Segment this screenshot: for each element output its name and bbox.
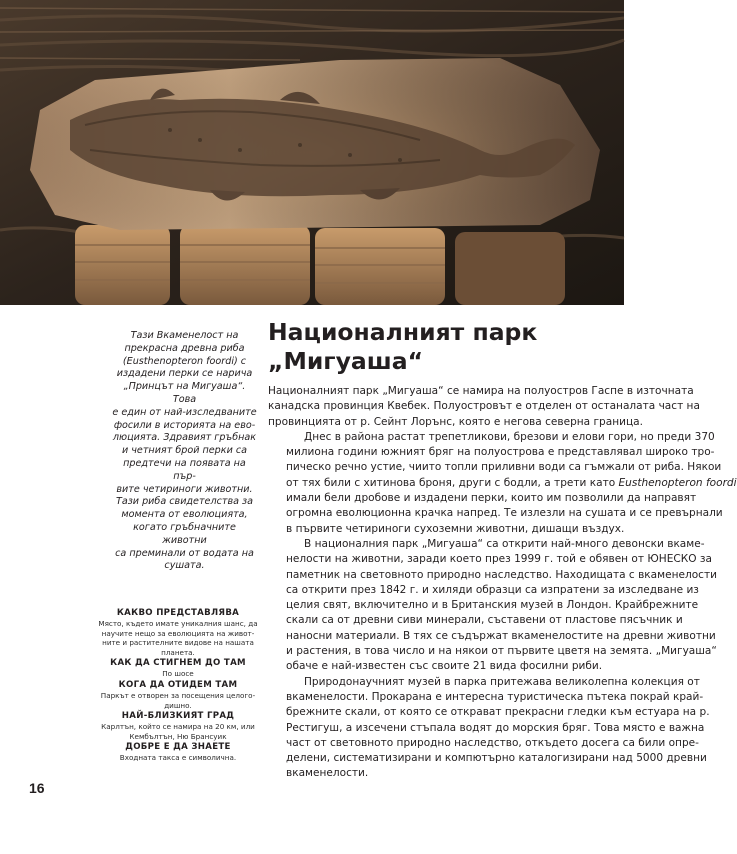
- text-line: делени, систематизирани и компютърно каталогизирани над 5000 древни: [286, 752, 707, 765]
- info-line: Входната такса е символична.: [119, 753, 237, 763]
- article-body: [268, 384, 737, 782]
- info-body-city: [96, 722, 260, 741]
- info-line: научите нещо за еволюцията на живот-: [101, 628, 255, 638]
- caption-line: Тази риба свидетелства за: [115, 496, 254, 508]
- info-line: Паркът е отворен за посещения целого-: [100, 690, 256, 700]
- text-line: в първите четириноги сухоземни животни, дишащи въздух.: [286, 522, 625, 535]
- text-line: вкаменелости. Прокарана е интересна туристическа пътека покрай край-: [286, 690, 704, 703]
- text-line: Природонаучният музей в парка притежава великолепна колекция от: [304, 675, 700, 688]
- caption-line: сушата.: [164, 560, 205, 572]
- title-line: Националният парк: [268, 318, 538, 346]
- text-line: и растения, в това число и на някои от първите цветя на земята. „Мигуаша“: [286, 645, 717, 658]
- text-line: имали бели дробове и издадени перки, които им позволили да направят: [286, 492, 697, 505]
- caption-line: издадени перки се нарича: [116, 368, 253, 380]
- text-line: паметник на световното природно наследство. Находищата с вкаменелости: [286, 568, 717, 581]
- info-line: Карлтън, който се намира на 20 км, или: [101, 722, 255, 732]
- text-line: В националния парк „Мигуаша“ са открити най-много девонски вкаме-: [304, 537, 705, 550]
- text-line: пическо речно устие, чиито топли приливни води са гъмжали от риба. Някои: [286, 461, 722, 474]
- text-line: нелости на животни, заради което през 1999 г. той е обявен от ЮНЕСКО за: [286, 553, 712, 566]
- caption-line: момента от еволюцията,: [121, 509, 248, 521]
- paragraph: [268, 430, 737, 537]
- caption-line: е един от най-изследваните: [112, 406, 257, 418]
- text-line: Днес в района растат трепетликови, брезови и елови гори, но преди 370: [304, 430, 715, 443]
- caption-line: и четният брой перки са: [121, 445, 248, 457]
- text-line: наносни материали. В тях се съдържат вкаменелостите на древни животни: [286, 629, 716, 642]
- info-body-how: [96, 669, 260, 679]
- info-body-what: [96, 619, 260, 657]
- text-line: скали са от древни сиви минерали, съставени от пластове пясъчник и: [286, 614, 683, 627]
- caption-line: предтечи на появата на пър-: [123, 457, 246, 482]
- paragraph: [268, 384, 700, 430]
- caption-line: са преминали от водата на: [115, 547, 254, 559]
- text-line: брежните скали, от която се открават прекрасни гледки към естуара на р.: [286, 706, 710, 719]
- caption-line: „Принцът на Мигуаша“. Това: [123, 381, 246, 405]
- page-number: 16: [29, 780, 45, 796]
- caption-line: прекрасна древна риба: [124, 342, 245, 354]
- text-line: Националният парк „Мигуаша“ се намира на полуостров Гаспе в източната: [268, 385, 694, 397]
- article-title: [268, 318, 628, 376]
- text-line: провинцията от р. Сейнт Лорънс, която е негова северна граница.: [268, 415, 643, 428]
- fossil-fish-photo: [0, 0, 624, 305]
- paragraph: [268, 675, 710, 782]
- title-line: „Мигуаша“: [268, 347, 424, 375]
- info-heading-city: НАЙ-БЛИЗКИЯТ ГРАД: [121, 711, 235, 722]
- paragraph: [268, 537, 717, 675]
- text-line: обаче е най-известен със своите 21 вида фосилни риби.: [286, 660, 603, 673]
- info-heading-know: ДОБРЕ Е ДА ЗНАЕТЕ: [125, 742, 231, 753]
- info-line: Кембълтън, Ню Брансуик: [129, 731, 227, 741]
- caption-line: когато гръбначните животни: [133, 521, 236, 546]
- info-body-know: [96, 753, 260, 763]
- info-body-when: [96, 691, 260, 710]
- photo-caption: [112, 330, 257, 573]
- text-line: огромна еволюционна крачка напред. Те излезли на сушата и се превърнали: [286, 507, 723, 520]
- caption-line: вите четириноги животни.: [116, 483, 253, 495]
- info-line: Място, където имате уникалния шанс, да: [98, 619, 258, 628]
- text-line: са открити през 1842 г. и хиляди образци са изпратени за изследване из: [286, 583, 699, 596]
- caption-line: Тази Вкаменелост на: [130, 330, 239, 341]
- species-name: Eusthenopteron foordi: [618, 476, 737, 489]
- text-line: Рестигуш, а изсечени стъпала водят до морския бряг. Това място е важна: [286, 721, 705, 734]
- info-heading-how: КАК ДА СТИГНЕМ ДО ТАМ: [110, 658, 246, 669]
- info-line: По шосе: [162, 669, 194, 679]
- caption-line: люцията. Здравият гръбнак: [112, 432, 257, 444]
- info-line: планета.: [161, 647, 195, 657]
- info-line: дишно.: [164, 700, 192, 710]
- text-line: вкаменелости.: [286, 767, 369, 780]
- caption-line: фосили в историята на ево-: [113, 419, 256, 431]
- info-line: ните и растителните видове на нашата: [102, 638, 254, 648]
- text-line: милиона години южният бряг на полуострова е представлявал широко тро-: [286, 446, 715, 459]
- caption-line: (Eusthenopteron foordi) с: [122, 355, 247, 367]
- info-box: [96, 607, 260, 763]
- text-line: целия свят, включително и в Британския музей в Лондон. Крайбрежните: [286, 599, 699, 612]
- text-line: от тях били с хитинова броня, други с бодли, а трети като Eusthenopteron foordi: [286, 476, 737, 489]
- text-line: канадска провинция Квебек. Полуостровът е отделен от останалата част на: [268, 400, 700, 413]
- info-heading-what: КАКВО ПРЕДСТАВЛЯВА: [116, 608, 240, 618]
- info-heading-when: КОГА ДА ОТИДЕМ ТАМ: [118, 679, 238, 690]
- text-line: част от световното природно наследство, откъдето досега са били опре-: [286, 736, 699, 749]
